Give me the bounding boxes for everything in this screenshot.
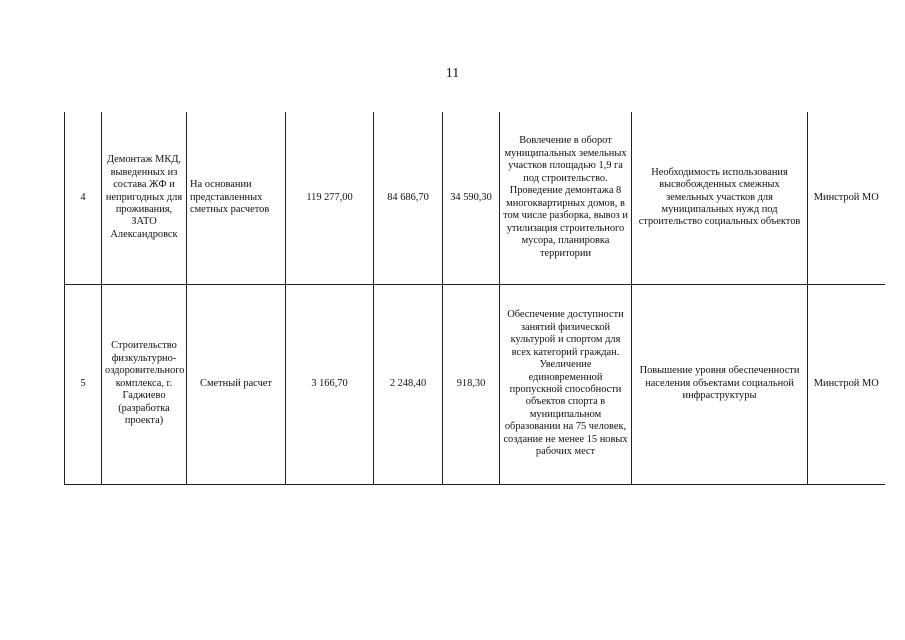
justification: Повышение уровня обеспеченности населения объектами социальной инфраструктуры <box>632 284 808 484</box>
responsible-ministry: Минстрой МО <box>808 112 885 284</box>
justification: Необходимость использования высвобожденных смежных земельных участков для муниципальных нужд под строительство социальных объектов <box>632 112 808 284</box>
expected-result: Обеспечение доступности занятий физической культурой и спортом для всех категорий граждан. Увеличение единовременной пропускной способности объектов спорта в муниципальном образовании на 75 человек, создание не менее 15 новых рабочих мест <box>500 284 632 484</box>
page-number: 11 <box>445 66 460 81</box>
project-table <box>64 112 885 485</box>
total-cost: 3 166,70 <box>286 284 374 484</box>
cost-basis: На основании представленных сметных расчетов <box>187 112 286 284</box>
cost-part-1: 2 248,40 <box>374 284 443 484</box>
cost-part-2: 918,30 <box>443 284 500 484</box>
expected-result: Вовлечение в оборот муниципальных земельных участков площадью 1,9 га под строительство. Проведение демонтажа 8 многоквартирных домов, в том числе разборка, вывоз и утилизация строительного мусора, планировка территории <box>500 112 632 284</box>
responsible-ministry: Минстрой МО <box>808 284 885 484</box>
total-cost: 119 277,00 <box>286 112 374 284</box>
project-name: Строительство физкультурно-оздоровительного комплекса, г. Гаджиево (разработка проекта) <box>102 284 187 484</box>
table-row <box>65 284 885 484</box>
table-row <box>65 112 885 284</box>
cost-part-1: 84 686,70 <box>374 112 443 284</box>
project-name: Демонтаж МКД, выведенных из состава ЖФ и непригодных для проживания, ЗАТО Александровск <box>102 112 187 284</box>
cost-basis: Сметный расчет <box>187 284 286 484</box>
row-number: 5 <box>65 284 102 484</box>
row-number: 4 <box>65 112 102 284</box>
cost-part-2: 34 590,30 <box>443 112 500 284</box>
